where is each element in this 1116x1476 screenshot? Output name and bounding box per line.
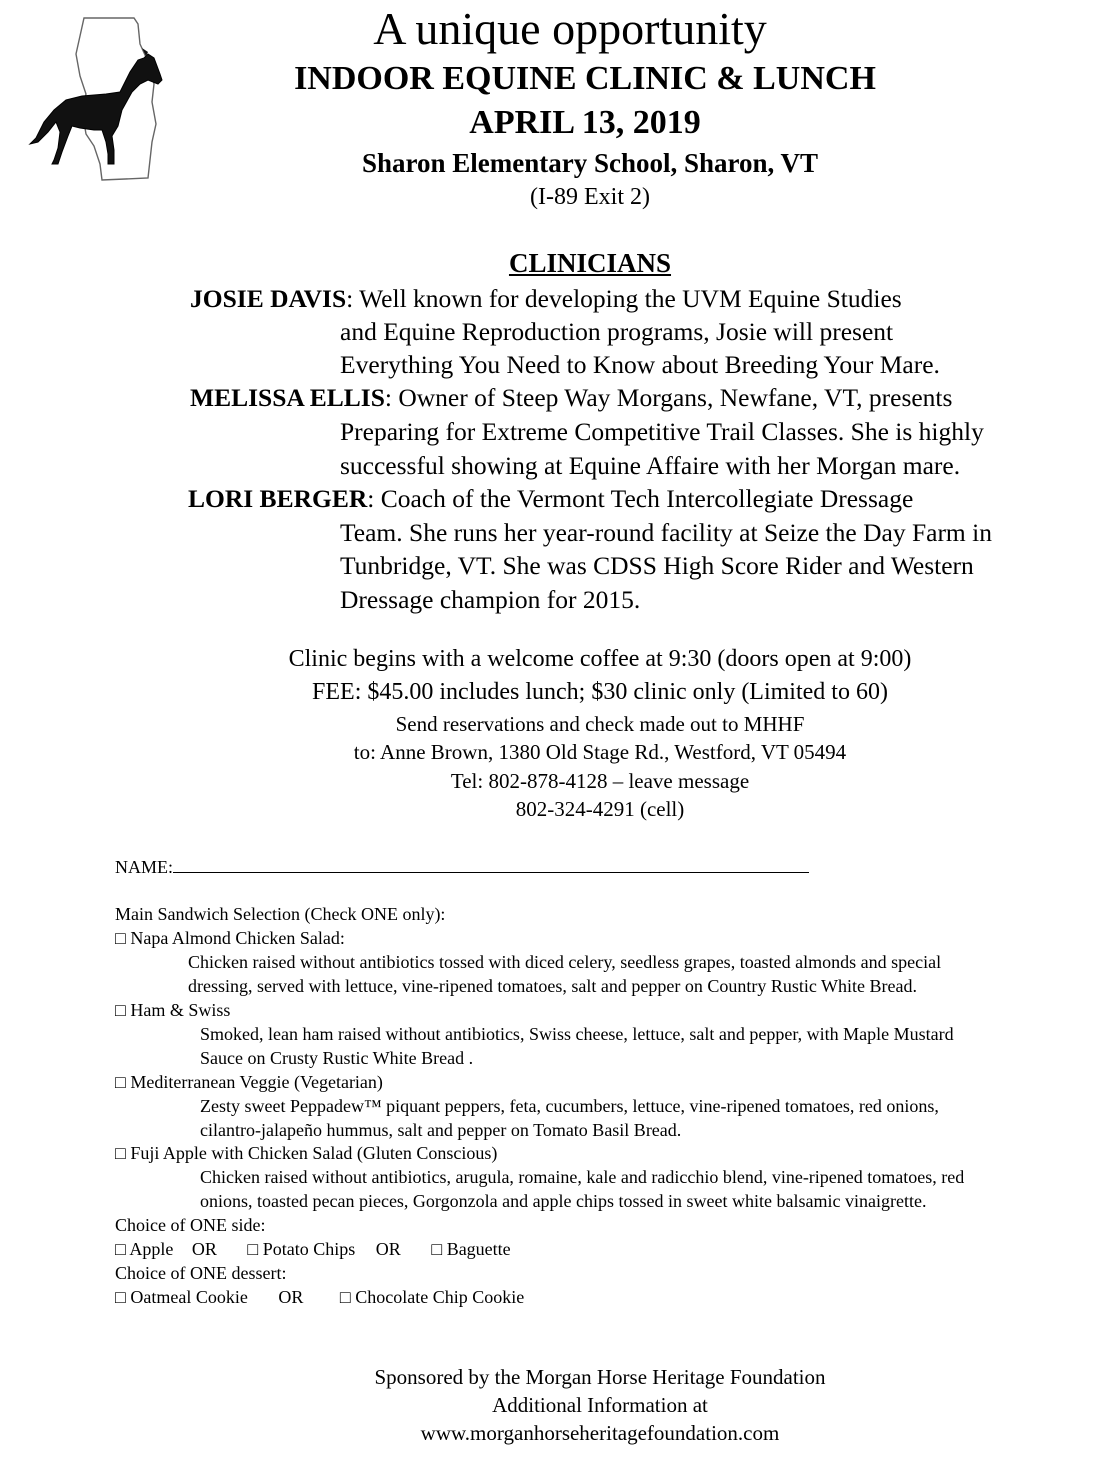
clinician-bio-line [190,381,952,415]
checkbox-icon[interactable]: □ [115,1143,126,1163]
clinician-bio-line: Team. She runs her year-round facility at Seize the Day Farm in [340,518,992,547]
event-date: APRIL 13, 2019 [469,104,701,141]
event-title: INDOOR EQUINE CLINIC & LUNCH [294,60,876,97]
reservation-address: to: Anne Brown, 1380 Old Stage Rd., Westford, VT 05494 [353,740,847,764]
clinician-bio-text: : Coach of the Vermont Tech Intercollegiate Dressage [367,484,914,513]
morgan-horse-vermont-logo [22,14,172,184]
headline: A unique opportunity [373,3,767,54]
clinician-bio-text: : Owner of Steep Way Morgans, Newfane, VT, presents [384,383,953,412]
side-heading: Choice of ONE side: [115,1215,266,1235]
clinician-bio-text: : Well known for developing the UVM Equine Studies [346,284,902,313]
clinicians-heading: CLINICIANS [508,248,672,278]
sandwich-desc-line: Smoked, lean ham raised without antibiotics, Swiss cheese, lettuce, salt and pepper, with Maple Mustard [200,1024,954,1044]
clinician-name: JOSIE DAVIS [190,284,347,313]
dessert-options [115,1287,524,1308]
clinician-name: MELISSA ELLIS [190,383,385,412]
checkbox-icon[interactable]: □ [115,928,126,948]
clinician-bio-line: successful showing at Equine Affaire with her Morgan mare. [340,451,961,480]
clinician-bio-line [188,482,913,516]
clinician-bio-line: and Equine Reproduction programs, Josie will present [340,317,894,346]
sandwich-desc-line: Chicken raised without antibiotics tossed with diced celery, seedless grapes, toasted almonds and special [188,952,942,972]
side-option-baguette[interactable]: Baguette [446,1239,511,1259]
more-info-line: Additional Information at [492,1393,708,1417]
clinician-bio-line: Dressage champion for 2015. [340,585,641,614]
sandwich-label: Ham & Swiss [130,1000,231,1020]
clinic-start-time: Clinic begins with a welcome coffee at 9:30 (doors open at 9:00) [288,646,912,672]
sandwich-desc-line: Zesty sweet Peppadew™ piquant peppers, feta, cucumbers, lettuce, vine-ripened tomatoes, red onions, [200,1096,939,1116]
side-options [115,1239,511,1260]
sandwich-option[interactable] [115,1000,230,1021]
sandwich-option[interactable] [115,1072,383,1093]
sandwich-label: Napa Almond Chicken Salad: [130,928,345,948]
reservation-instructions: Send reservations and check made out to MHHF [395,712,805,736]
checkbox-icon[interactable]: □ [115,1239,126,1259]
clinician-bio-line: Tunbridge, VT. She was CDSS High Score Rider and Western [340,551,974,580]
name-field-row [115,855,809,878]
checkbox-icon[interactable]: □ [247,1239,259,1259]
sandwich-option[interactable] [115,928,345,949]
clinician-name: LORI BERGER [188,484,368,513]
sandwich-option[interactable] [115,1143,497,1164]
side-option-potato-chips[interactable]: Potato Chips [262,1239,356,1259]
side-option-apple[interactable]: Apple [129,1239,174,1259]
sandwich-label: Mediterranean Veggie (Vegetarian) [130,1072,383,1092]
clinician-bio-line: Everything You Need to Know about Breeding Your Mare. [340,350,940,379]
website-link[interactable]: www.morganhorseheritagefoundation.com [420,1421,780,1445]
clinician-bio-line: Preparing for Extreme Competitive Trail Classes. She is highly [340,417,984,446]
clinic-fee: FEE: $45.00 includes lunch; $30 clinic only (Limited to 60) [312,679,888,705]
contact-cell: 802-324-4291 (cell) [515,797,685,821]
name-field[interactable] [173,855,809,873]
checkbox-icon[interactable]: □ [115,1287,126,1307]
clinician-bio-line [190,282,902,316]
or-label: OR [278,1287,304,1307]
sandwich-desc-line: Chicken raised without antibiotics, arugula, romaine, kale and radicchio blend, vine-ripened tomatoes, red [200,1167,965,1187]
sandwich-desc-line: dressing, served with lettuce, vine-ripened tomatoes, salt and pepper on Country Rustic White Bread. [188,976,917,996]
sandwich-desc-line: Sauce on Crusty Rustic White Bread . [200,1048,474,1068]
sandwich-desc-line: onions, toasted pecan pieces, Gorgonzola and apple chips tossed in sweet white balsamic vinaigrette. [200,1191,927,1211]
checkbox-icon[interactable]: □ [115,1000,126,1020]
event-venue: Sharon Elementary School, Sharon, VT [361,148,819,178]
checkbox-icon[interactable]: □ [431,1239,443,1259]
checkbox-icon[interactable]: □ [115,1072,126,1092]
sandwich-heading: Main Sandwich Selection (Check ONE only): [115,904,446,924]
sponsor-line: Sponsored by the Morgan Horse Heritage Foundation [374,1365,826,1389]
sandwich-desc-line: cilantro-jalapeño hummus, salt and pepper on Tomato Basil Bread. [200,1120,682,1140]
or-label: OR [375,1239,401,1259]
sandwich-label: Fuji Apple with Chicken Salad (Gluten Conscious) [130,1143,498,1163]
contact-phone: Tel: 802-878-4128 – leave message [450,769,750,793]
dessert-option-oatmeal[interactable]: Oatmeal Cookie [130,1287,248,1307]
name-label: NAME: [115,857,173,877]
or-label: OR [191,1239,217,1259]
dessert-heading: Choice of ONE dessert: [115,1263,287,1283]
dessert-option-chocolate-chip[interactable]: Chocolate Chip Cookie [355,1287,525,1307]
event-directions: (I-89 Exit 2) [530,184,650,210]
checkbox-icon[interactable]: □ [339,1287,351,1307]
